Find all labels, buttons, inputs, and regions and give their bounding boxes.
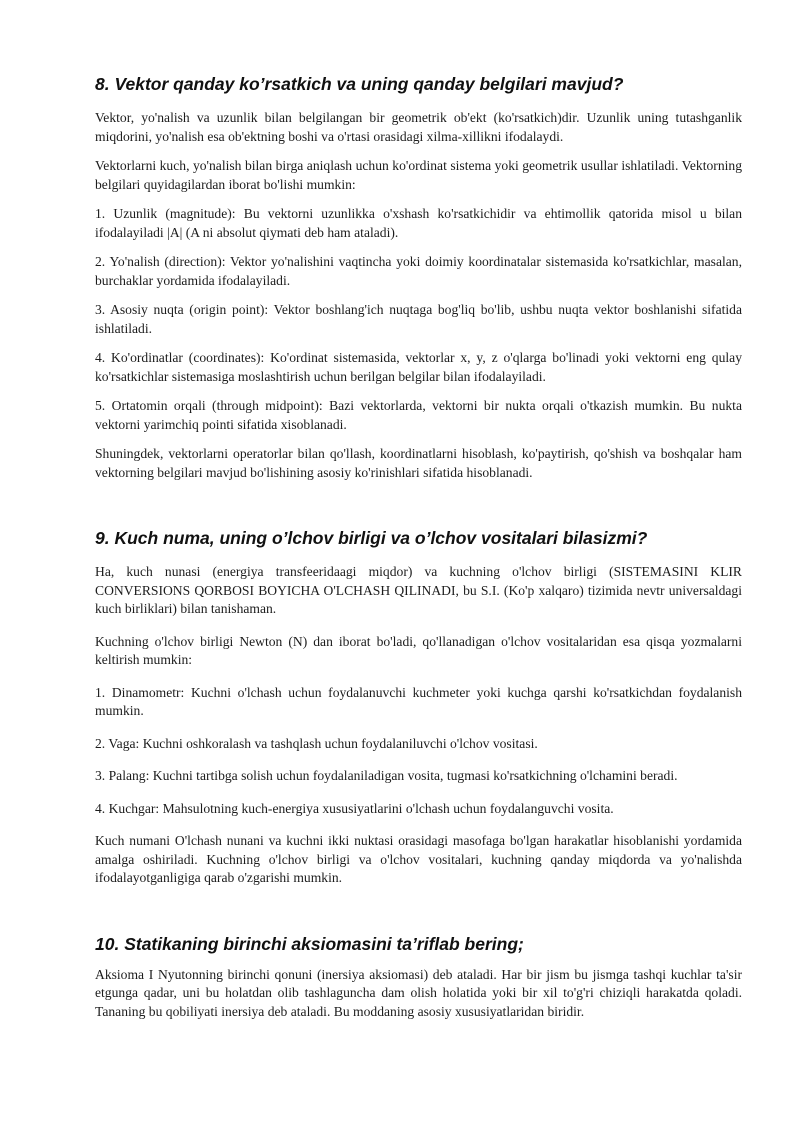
list-item: 1. Uzunlik (magnitude): Bu vektorni uzunlikka o'xshash ko'rsatkichidir va ehtimollik qatorida misol u bilan ifodalayiladi |A| (A ni absolut qiymati deb ham ataladi). [95,206,742,240]
list-item: 2. Vaga: Kuchni oshkoralash va tashqlash uchun foydalaniluvchi o'lchov vositasi. [95,735,538,751]
list-item: 3. Asosiy nuqta (origin point): Vektor boshlang'ich nuqtaga bog'liq bo'lib, ushbu nuqta vektor boshlanishi sifatida ishlatiladi. [95,302,742,336]
list-item: 2. Yo'nalish (direction): Vektor yo'nalishini vaqtincha yoki doimiy koordinatalar sistemasida ko'rsatkichlar, masalan, burchaklar yordamida ifodalayiladi. [95,254,742,288]
section-vector [95,72,742,482]
list-item: 1. Dinamometr: Kuchni o'lchash uchun foydalanuvchi kuchmeter yoki kuchga qarshi ko'rsatkichdan foydalanish mumkin. [95,684,742,718]
list-item: 5. Ortatomin orqali (through midpoint): Bazi vektorlarda, vektorni bir nukta orqali o'tkazish mumkin. Bu nukta vektorni yarimchiq pointi sifatida xisoblanadi. [95,398,742,432]
list-item: 4. Kuchgar: Mahsulotning kuch-energiya xususiyatlarini o'lchash uchun foydalanguvchi vosita. [95,800,614,816]
section-heading: 9. Kuch numa, uning o’lchov birligi va o’lchov vositalari bilasizmi? [95,528,648,548]
paragraph: Kuch numani O'lchash nunani va kuchni ikki nuktasi orasidagi masofaga bo'lgan harakatlar hisoblanishi yordamida amalga oshiriladi. Kuchning o'lchov birligi va o'lchov vositalari, kuchning qanday miqdorda va yo'nalishda ifodalayotganligiga qarab o'zgarishi mumkin. [95,833,742,885]
paragraph: Aksioma I Nyutonning birinchi qonuni (inersiya aksiomasi) deb ataladi. Har bir jism bu jismga tashqi kuchlar ta'sir etgunga qadar, uni bu holatdan olib tashlaguncha dam olish holatida yoki bir xil to'g'ri chiziqli harakatda qoladi. Tananing bu qobiliyati inersiya deb ataladi. Bu moddaning asosiy xususiyatlaridan biridir. [95,966,742,1019]
list-item: 4. Ko'ordinatlar (coordinates): Ko'ordinat sistemasida, vektorlar x, y, z o'qlarga bo'linadi yoki vektorni eng qulay ko'rsatkichlar sistemasiga moslashtirish uchun berilgan belgilar bilan ifodalayiladi. [95,350,742,384]
paragraph: Vektorlarni kuch, yo'nalish bilan birga aniqlash uchun ko'ordinat sistema yoki geometrik usullar ishlatiladi. Vektorning belgilari quyidagilardan iborat bo'lishi mumkin: [95,158,742,192]
section-statics-axiom [95,932,742,1022]
section-heading: 10. Statikaning birinchi aksiomasini ta’riflab bering; [95,933,524,954]
section-heading: 8. Vektor qanday ko’rsatkich va uning qanday belgilari mavjud? [95,74,624,94]
paragraph: Shuningdek, vektorlarni operatorlar bilan qo'llash, koordinatlarni hisoblash, ko'paytirish, qo'shish va boshqalar ham vektorning belgilari mavjud bo'lishining asosiy ko'rinishlari sifatida hisoblanadi. [95,446,742,480]
document-page [95,72,742,1032]
paragraph: Ha, kuch nunasi (energiya transfeeridaagi miqdor) va kuchning o'lchov birligi (SISTEMASINI KLIR CONVERSIONS QORBOSI BOYICHA O'LCHASH QILINADI, bu S.I. (Ko'p xalqaro) tizimida nevtr universaldagi kuch birliklari) bilan tanishaman. [95,564,742,616]
section-force [95,526,742,888]
paragraph: Vektor, yo'nalish va uzunlik bilan belgilangan bir geometrik ob'ekt (ko'rsatkich)dir. Uzunlik uning tutashganlik miqdorini, yo'nalish esa ob'ektning boshi va o'rtasi orasidagi xilma-xillikni ifodalaydi. [95,110,742,144]
list-item: 3. Palang: Kuchni tartibga solish uchun foydalaniladigan vosita, tugmasi ko'rsatkichning o'lchamini beradi. [95,768,678,783]
paragraph: Kuchning o'lchov birligi Newton (N) dan iborat bo'ladi, qo'llanadigan o'lchov vositalaridan esa qisqa yozmalarni keltirish mumkin: [95,633,742,667]
